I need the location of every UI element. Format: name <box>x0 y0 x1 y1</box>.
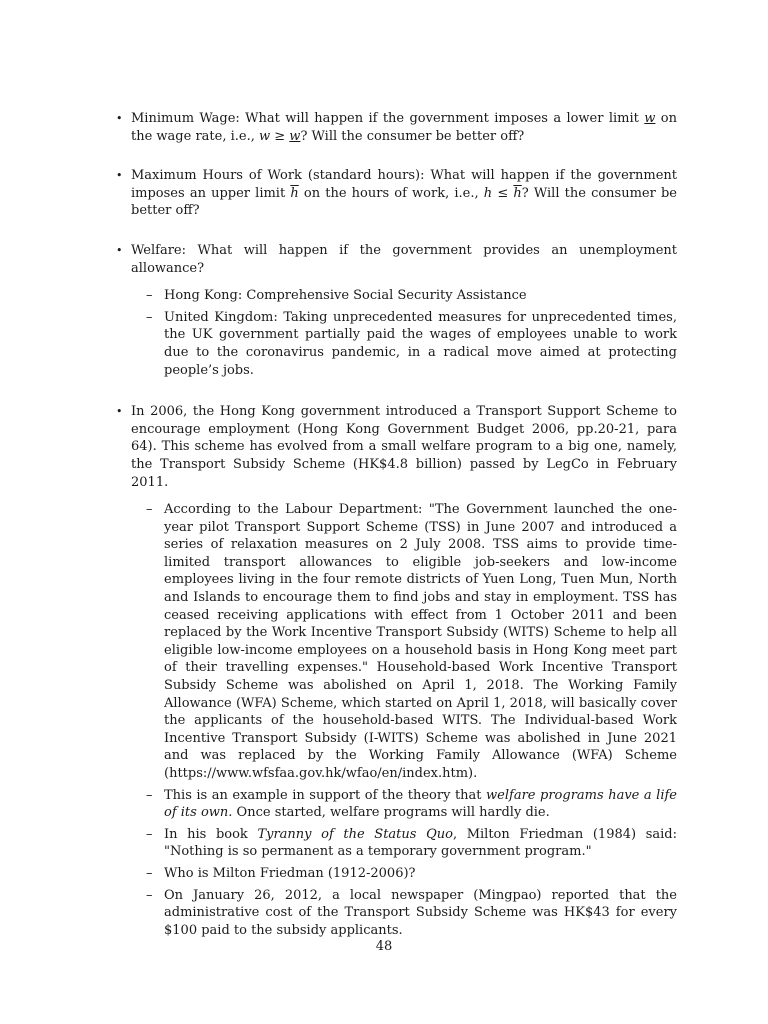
minimum-wage-var: w <box>644 111 656 126</box>
transport-sub-list <box>146 501 677 939</box>
welfare-sub-hong-kong-text: Hong Kong: Comprehensive Social Security Assistance <box>164 288 527 304</box>
transport-sub-book-title: Tyranny of the Status Quo <box>257 826 453 842</box>
minimum-wage-ineq-op: ≥ <box>270 128 290 144</box>
max-hours-ineq-lhs: h <box>483 185 493 201</box>
transport-sub-item-book <box>146 826 677 861</box>
transport-sub-news-text: On January 26, 2012, a local newspaper (Mingpao) reported that the administrative cost of the Transport Subsidy Scheme was HK$43 for every $100 paid to the subsidy applicants. <box>164 887 677 938</box>
welfare-text: Welfare: What will happen if the government provides an unemployment allowance? <box>131 242 677 276</box>
bullet-minimum-wage <box>116 110 677 145</box>
welfare-sub-uk-text: United Kingdom: Taking unprecedented measures for unprecedented times, the UK government partially paid the wages of employees unable to work due to the coronavirus pandemic, in a radical move aimed at protecting people’s jobs. <box>164 309 677 378</box>
transport-sub-labour-text: According to the Labour Department: "The Government launched the one-year pilot Transport Support Scheme (TSS) in June 2007 and introduced a series of relaxation measures on 2 July 2008. TSS aims to provide time-limited transport allowances to eligible job-seekers and low-income employees living in the four remote districts of Yuen Long, Tuen Mun, North and Islands to encourage them to find jobs and stay in employment. TSS has ceased receiving applications with effect from 1 October 2011 and been replaced by the Work Incentive Transport Subsidy (WITS) Scheme to help all eligible low-income employees on a household basis in Hong Kong meet part of their travelling expenses." Household-based Work Incentive Transport Subsidy Scheme was abolished on April 1, 2018. The Working Family Allowance (WFA) Scheme, which started on April 1, 2018, will basically cover the applicants of the household-based WITS. The Individual-based Work Incentive Transport Subsidy (I-WITS) Scheme was abolished in June 2021 and was replaced by the Working Family Allowance (WFA) Scheme (https://www.wfsfaa.gov.hk/wfao/en/index.htm). <box>164 502 677 781</box>
welfare-sub-item-hong-kong <box>146 287 677 305</box>
page-number: 48 <box>375 939 393 954</box>
dash-mark: – <box>146 502 153 518</box>
dash-mark: – <box>146 887 153 903</box>
transport-sub-item-example <box>146 787 677 822</box>
minimum-wage-text-1: Minimum Wage: What will happen if the government imposes a lower limit <box>131 111 645 126</box>
dash-mark: – <box>146 826 153 842</box>
minimum-wage-text-2: on the wage rate, i.e., <box>131 111 677 144</box>
bullet-welfare <box>116 242 677 379</box>
minimum-wage-text-3: ? Will the consumer be better off? <box>300 128 525 144</box>
transport-sub-item-who <box>146 865 677 883</box>
dash-mark: – <box>146 787 153 803</box>
minimum-wage-ineq-lhs: w <box>258 128 271 144</box>
dash-mark: – <box>146 865 153 881</box>
transport-text: In 2006, the Hong Kong government introduced a Transport Support Scheme to encourage employment (Hong Kong Government Budget 2006, pp.20-21, para 64). This scheme has evolved from a small welfare program to a big one, namely, the Transport Subsidy Scheme (HK$4.8 billion) passed by LegCo in February 2011. <box>131 404 677 490</box>
max-hours-text-3: ? Will the consumer be better off? <box>131 185 677 219</box>
max-hours-var: $\overline{h}$ <box>290 185 299 201</box>
transport-sub-item-labour <box>146 501 677 783</box>
dash-mark: – <box>146 309 153 325</box>
transport-sub-example-emphasis: welfare programs have a life of its own. <box>164 787 677 821</box>
bullet-max-hours <box>116 167 677 220</box>
transport-sub-book-text-1: In his book <box>164 826 258 842</box>
bullet-mark: • <box>116 243 123 257</box>
spacer <box>131 145 677 167</box>
spacer <box>131 383 677 403</box>
transport-sub-book-text-2: , Milton Friedman (1984) said: "Nothing is so permanent as a temporary government program." <box>164 826 677 860</box>
transport-sub-item-news <box>146 887 677 940</box>
max-hours-ineq-rhs: $\overline{h}$ <box>513 185 522 201</box>
transport-sub-who-text: Who is Milton Friedman (1912-2006)? <box>164 865 416 881</box>
page-content <box>116 110 677 943</box>
max-hours-ineq-op: ≤ <box>492 185 514 201</box>
welfare-sub-list <box>146 287 677 379</box>
spacer <box>131 220 677 242</box>
bullet-transport-scheme <box>116 403 677 939</box>
bullet-mark: • <box>116 169 123 183</box>
max-hours-text-2: on the hours of work, i.e., <box>298 185 484 201</box>
transport-sub-example-text-2: Once started, welfare programs will hardly die. <box>232 805 550 821</box>
welfare-sub-item-uk <box>146 309 677 379</box>
bullet-mark: • <box>116 405 123 419</box>
transport-sub-example-text-1: This is an example in support of the theory that <box>164 787 487 803</box>
bullet-mark: • <box>116 112 123 125</box>
dash-mark: – <box>146 288 153 304</box>
max-hours-text-1: Maximum Hours of Work (standard hours): What will happen if the government imposes an upper limit <box>131 168 677 201</box>
minimum-wage-ineq-rhs: w <box>289 128 301 144</box>
